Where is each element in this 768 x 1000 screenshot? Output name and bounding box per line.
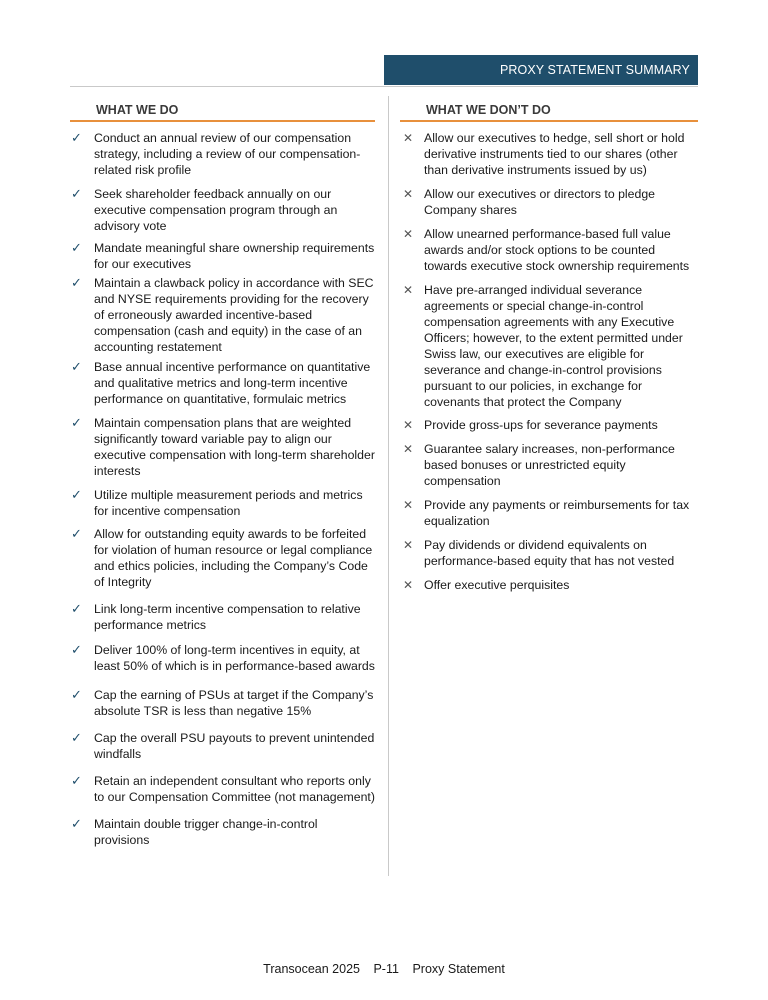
section-banner: PROXY STATEMENT SUMMARY — [384, 55, 698, 85]
dont-item: ✕ Offer executive perquisites — [403, 578, 570, 592]
do-item: ✓ Maintain a clawback policy in accordance with SEC and NYSE requirements providing for the recovery of erroneously awarded incentive-based compensation (cash and equity) in the case of an accounting restatement — [71, 275, 374, 354]
do-item: ✓ Maintain compensation plans that are weighted significantly toward variable pay to align our executive compensation with long-term shareholder interests — [71, 415, 375, 478]
checkmark-icon: ✓ — [71, 415, 82, 430]
x-mark-icon: ✕ — [403, 498, 414, 512]
do-item: ✓ Cap the overall PSU payouts to prevent unintended windfalls — [71, 730, 375, 761]
column-divider — [388, 96, 389, 876]
what-we-dont-do-heading: WHAT WE DON’T DO — [400, 103, 698, 122]
do-item: ✓ Cap the earning of PSUs at target if the Company’s absolute TSR is less than negative 15% — [71, 687, 374, 718]
dont-item: ✕ Provide gross-ups for severance payments — [403, 418, 658, 432]
do-item: ✓ Retain an independent consultant who reports only to our Compensation Committee (not management) — [71, 773, 375, 804]
checkmark-icon: ✓ — [71, 642, 82, 657]
footer-company: Transocean 2025 — [263, 962, 360, 976]
do-item: ✓ Base annual incentive performance on quantitative and qualitative metrics and long-term incentive performance on quantitative, formulaic metrics — [71, 359, 371, 406]
checkmark-icon: ✓ — [71, 359, 82, 374]
x-mark-icon: ✕ — [403, 442, 414, 456]
x-mark-icon: ✕ — [403, 283, 414, 297]
header-rule — [70, 86, 698, 87]
x-mark-icon: ✕ — [403, 227, 414, 241]
checkmark-icon: ✓ — [71, 773, 82, 788]
do-item: ✓ Link long-term incentive compensation to relative performance metrics — [71, 601, 361, 632]
checkmark-icon: ✓ — [71, 601, 82, 616]
do-item: ✓ Maintain double trigger change-in-control provisions — [71, 816, 318, 847]
do-item: ✓ Mandate meaningful share ownership requirements for our executives — [71, 240, 375, 271]
page-footer — [0, 962, 768, 976]
x-mark-icon: ✕ — [403, 538, 414, 552]
dont-item: ✕ Have pre-arranged individual severance agreements or special change-in-control compensation agreements with any Executive Officers; however, to the extent permitted under Swiss law, our executives are eligible for severance and change-in-control provisions pursuant to our policies, in exchange for covenants that protect the Company — [403, 283, 683, 409]
checkmark-icon: ✓ — [71, 186, 82, 201]
x-mark-icon: ✕ — [403, 187, 414, 201]
checkmark-icon: ✓ — [71, 240, 82, 255]
footer-doc-title: Proxy Statement — [412, 962, 505, 976]
dont-item: ✕ Allow unearned performance-based full value awards and/or stock options to be counted towards executive stock ownership requirements — [403, 227, 690, 273]
do-item: ✓ Deliver 100% of long-term incentives in equity, at least 50% of which is in performance-based awards — [71, 642, 375, 673]
checkmark-icon: ✓ — [71, 487, 82, 502]
checkmark-icon: ✓ — [71, 526, 82, 541]
checkmark-icon: ✓ — [71, 275, 82, 290]
x-mark-icon: ✕ — [403, 418, 414, 432]
checkmark-icon: ✓ — [71, 687, 82, 702]
do-item: ✓ Utilize multiple measurement periods and metrics for incentive compensation — [71, 487, 363, 518]
what-we-do-heading: WHAT WE DO — [70, 103, 375, 122]
checkmark-icon: ✓ — [71, 730, 82, 745]
dont-item: ✕ Allow our executives to hedge, sell short or hold derivative instruments tied to our shares (other than derivative instruments issued by us) — [403, 131, 685, 177]
checkmark-icon: ✓ — [71, 816, 82, 831]
dont-item: ✕ Pay dividends or dividend equivalents on performance-based equity that has not vested — [403, 538, 675, 568]
checkmark-icon: ✓ — [71, 130, 82, 145]
do-item: ✓ Conduct an annual review of our compensation strategy, including a review of our compensation-related risk profile — [71, 130, 361, 177]
what-we-do-column — [70, 103, 375, 848]
dont-item: ✕ Guarantee salary increases, non-performance based bonuses or unrestricted equity compensation — [403, 442, 675, 488]
do-item: ✓ Allow for outstanding equity awards to be forfeited for violation of human resource or legal compliance and ethics policies, including the Company’s Code of Integrity — [71, 526, 373, 589]
dont-item: ✕ Provide any payments or reimbursements for tax equalization — [403, 498, 690, 528]
x-mark-icon: ✕ — [403, 131, 414, 145]
footer-page-number: P-11 — [373, 962, 399, 976]
do-item: ✓ Seek shareholder feedback annually on our executive compensation program through an advisory vote — [71, 186, 338, 233]
dont-item: ✕ Allow our executives or directors to pledge Company shares — [403, 187, 656, 217]
x-mark-icon: ✕ — [403, 578, 414, 592]
what-we-dont-do-column — [400, 103, 698, 593]
